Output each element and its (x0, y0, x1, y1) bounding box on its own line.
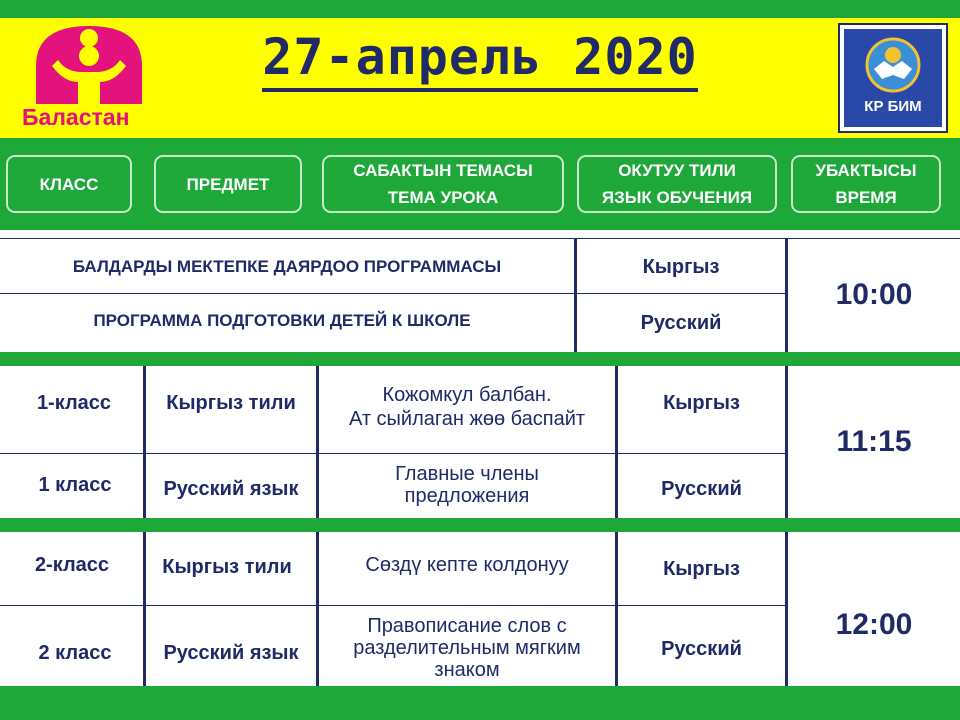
column-topic-label-ru: ТЕМА УРОКА (387, 188, 499, 207)
column-time-label-ky: УБАКТЫСЫ (815, 161, 917, 180)
block2-subject-1: Кыргыз тили (166, 391, 296, 414)
top-green-bar (0, 0, 960, 18)
kr-bim-logo (838, 23, 948, 133)
block3-topic-2-line1: Правописание слов с (367, 615, 567, 637)
block2-topic-2-line2: предложения (404, 485, 530, 507)
column-topic-button[interactable] (322, 155, 564, 213)
column-language-label-ky: ОКУТУУ ТИЛИ (618, 161, 736, 180)
block3-class-1: 2-класс (34, 553, 110, 576)
separator-green-1 (0, 352, 960, 366)
block2-topic-1-line2: Ат сыйлаган жөө баспайт (348, 408, 586, 430)
column-time-label-ru: ВРЕМЯ (835, 188, 897, 207)
block3-topic-2-line3: знаком (434, 659, 500, 681)
separator-light (0, 230, 960, 238)
page-title (0, 28, 960, 86)
block3-subject-2: Русский язык (163, 641, 299, 664)
block2-topic-1-line1: Кожомкул балбан. (382, 384, 552, 406)
block1-program-ru: ПРОГРАММА ПОДГОТОВКИ ДЕТЕЙ К ШКОЛЕ (93, 311, 471, 330)
bottom-green-bar (0, 686, 960, 720)
block3-language-2: Русский (661, 637, 742, 660)
block3-topic-1 (319, 542, 615, 588)
date-text: 27-апрель 2020 (262, 28, 697, 92)
block3-subject-1: Кыргыз тили (162, 555, 292, 578)
block2-language-2: Русский (661, 477, 742, 500)
separator-green-2 (0, 518, 960, 532)
block1-program-ky: БАЛДАРДЫ МЕКТЕПКЕ ДАЯРДОО ПРОГРАММАСЫ (72, 257, 502, 276)
block3-topic-2-line2: разделительным мягким (353, 637, 581, 659)
column-language-button[interactable] (577, 155, 777, 213)
block2-topic-2-line1: Главные члены (395, 463, 539, 485)
column-time-button[interactable] (791, 155, 941, 213)
block2-topic-1 (319, 380, 615, 434)
block3-topic-1-line1: Сөздү кепте колдонуу (365, 553, 569, 576)
block2-language-1: Кыргыз (663, 391, 740, 414)
block1-language-ru: Русский (640, 311, 722, 334)
kr-bim-label: КР БИМ (864, 98, 922, 115)
block1-time: 10:00 (835, 278, 913, 311)
block1-language-ky: Кыргыз (642, 255, 720, 278)
block1-row-divider (0, 293, 787, 294)
state-emblem-icon (844, 31, 942, 101)
column-subject-button[interactable] (154, 155, 302, 213)
block2-row-divider (0, 453, 787, 454)
column-class-label: КЛАСС (39, 174, 99, 194)
block2-time: 11:15 (836, 425, 912, 458)
column-topic-label-ky: САБАКТЫН ТЕМАСЫ (353, 161, 533, 180)
balastan-logo-text: Баластан (22, 104, 130, 130)
column-language-label-ru: ЯЗЫК ОБУЧЕНИЯ (601, 188, 753, 207)
kr-bim-emblem (844, 29, 942, 127)
block3-row-divider (0, 605, 787, 606)
block3-language-1: Кыргыз (663, 557, 740, 580)
block2-subject-2: Русский язык (163, 477, 299, 500)
column-subject-label: ПРЕДМЕТ (186, 174, 270, 194)
block3-class-2: 2 класс (38, 641, 112, 664)
block3-time: 12:00 (835, 608, 913, 641)
block2-topic-2 (319, 458, 615, 512)
column-class-button[interactable] (6, 155, 132, 213)
block2-class-1: 1-класс (36, 391, 112, 414)
block2-class-2: 1 класс (38, 473, 112, 496)
block3-topic-2 (319, 612, 615, 684)
